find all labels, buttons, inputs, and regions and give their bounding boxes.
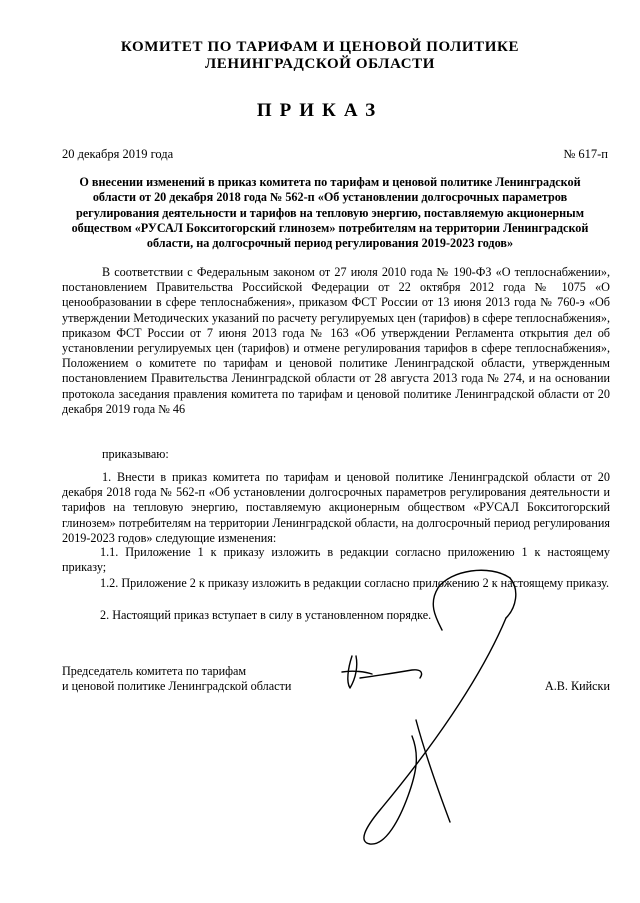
signatory-position	[62, 664, 322, 694]
handwritten-signature	[320, 560, 550, 860]
signatory-position-line1: Председатель комитета по тарифам	[62, 664, 247, 678]
document-number: № 617-п	[563, 147, 608, 161]
item-1-2: 1.2. Приложение 2 к приказу изложить в редакции согласно приложению 2 к настоящему приказу.	[100, 576, 610, 590]
document-type: ПРИКАЗ	[256, 100, 384, 121]
order-word: приказываю:	[102, 447, 169, 461]
preamble-paragraph: В соответствии с Федеральным законом от 27 июля 2010 года № 190-ФЗ «О теплоснабжении», постановлением Правительства Российской Федерации от 22 октября 2012 года № 1075 «О ценообразовании в сфере теплоснабжения», приказом ФСТ России от 13 июня 2013 года № 760-э «Об утверждении Методических указаний по расчету регулируемых цен (тарифов) в сфере теплоснабжения», приказом ФСТ России от 7 июня 2013 года № 163 «Об утверждении Регламента открытия дел об установлении регулируемых цен (тарифов) и отмене регулирования тарифов в сфере теплоснабжения», Положением о комитете по тарифам и ценовой политике Ленинградской области, утвержденным постановлением Правительства Ленинградской области от 28 августа 2013 года № 274, и на основании протокола заседания правления комитета по тарифам и ценовой политике Ленинградской области от 20 декабря 2019 года № 46	[62, 265, 610, 416]
document-date: 20 декабря 2019 года	[62, 147, 174, 161]
signatory-name: А.В. Кийски	[544, 679, 610, 693]
org-name-line2: ЛЕНИНГРАДСКОЙ ОБЛАСТИ	[204, 56, 436, 72]
org-name-line1: КОМИТЕТ ПО ТАРИФАМ И ЦЕНОВОЙ ПОЛИТИКЕ	[120, 39, 520, 55]
item-1-1: 1.1. Приложение 1 к приказу изложить в редакции согласно приложению 1 к настоящему приказу;	[62, 545, 610, 575]
signatory-position-line2: и ценовой политике Ленинградской области	[62, 679, 292, 693]
item-2: 2. Настоящий приказ вступает в силу в установленном порядке.	[100, 608, 432, 622]
item-1: 1. Внести в приказ комитета по тарифам и ценовой политике Ленинградской области от 20 декабря 2018 года № 562-п «Об установлении долгосрочных параметров регулирования деятельности и тарифов на тепловую энергию, поставляемую акционерным обществом «РУСАЛ Бокситогорский глинозем» потребителям на территории Ленинградской области, на долгосрочный период регулирования 2019-2023 годов» следующие изменения:	[62, 470, 610, 545]
document-title: О внесении изменений в приказ комитета по тарифам и ценовой политике Ленинградской области от 20 декабря 2018 года № 562-п «Об установлении долгосрочных параметров регулирования деятельности и тарифов на тепловую энергию, поставляемую акционерным обществом «РУСАЛ Бокситогорский глинозем» потребителям на территории Ленинградской области, на долгосрочный период регулирования 2019-2023 годов»	[71, 175, 589, 251]
